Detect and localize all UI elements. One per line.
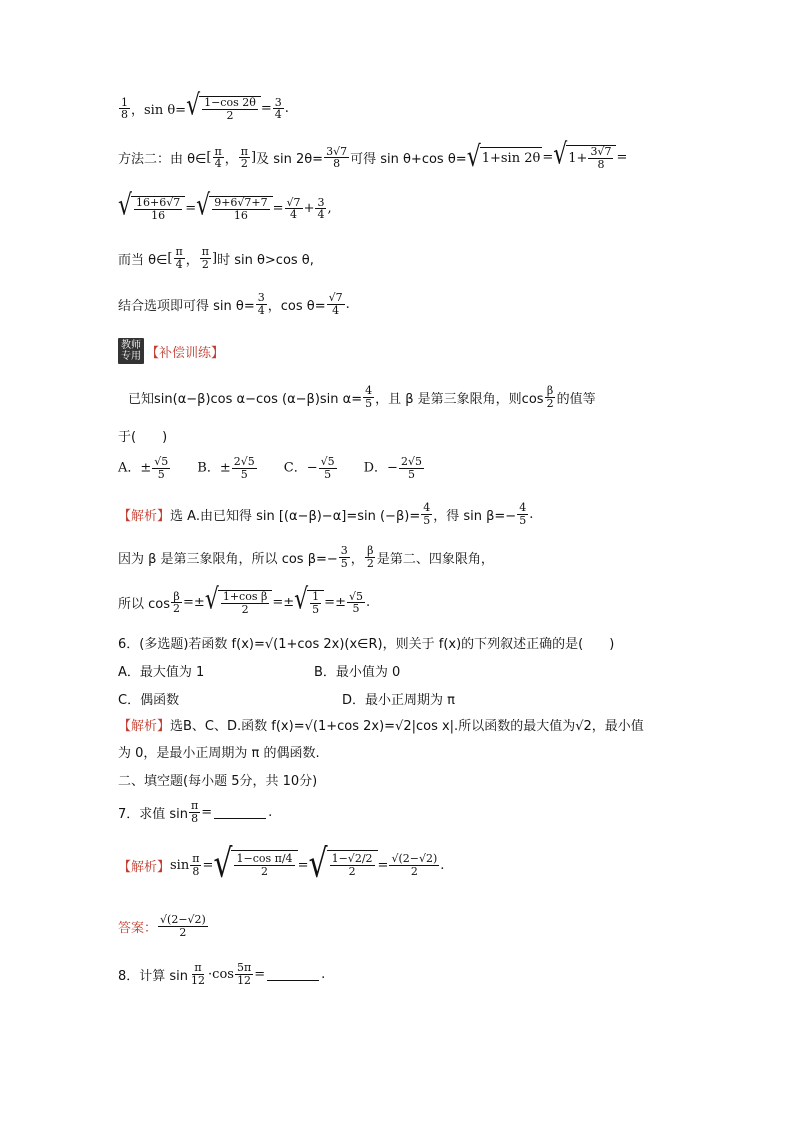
- question-6: 6．(多选题)若函数 f(x)=√(1+cos 2x)(x∈R)，则关于 f(x)的下列叙述正确的是( ): [118, 637, 615, 652]
- answer-blank: [214, 806, 266, 819]
- solution-line-5: 结合选项即可得 sin θ= $\frac{3}{4}$ ，cos θ= $\frac{√7}{4}$ .: [118, 291, 350, 317]
- question-6-analysis-line-1: 【解析】 选B、C、D.函数 f(x)=√(1+cos 2x)=√2|cos x|.所以函数的最大值为√2，最小值: [118, 719, 644, 734]
- question-8: 8．计算 sin $\frac{\pi}{12}$ ·cos $\frac{5\pi}{12}$ = .: [118, 961, 326, 987]
- question-6-options-row-2: [118, 689, 455, 708]
- q6-option-d: D．最小正周期为 π: [342, 693, 455, 708]
- section-heading-fill-blank: 二、填空题(每小题 5分，共 10分): [118, 774, 318, 789]
- q6-option-a: A．最大值为 1: [118, 665, 205, 680]
- q6-option-b: B．最小值为 0: [314, 665, 401, 680]
- option-b: B．± $\frac{2√5}{5}$: [197, 455, 255, 481]
- solution-line-1: $\frac{1}{8}$ ，sin θ= √ $\frac{1-\cos 2\theta}{2}$ = $\frac{3}{4}$ .: [121, 89, 289, 123]
- question-6-options-row-1: [118, 661, 401, 680]
- options-row: [118, 456, 425, 480]
- option-c: C．− $\frac{√5}{5}$: [283, 455, 335, 481]
- teacher-badge-row: [118, 338, 224, 364]
- solution-line-3: √ $\frac{16+6√7}{16}$ = √ $\frac{9+6√7+7}{16}$ = $\frac{√7}{4}$ + $\frac{3}{4}$ ,: [118, 189, 332, 223]
- question-7-analysis: 【解析】 sin $\frac{\pi}{8}$ = √ $\frac{\text{1−cos π/4}}{2}$ = √ $\frac{1-√2/2}{2}$ = $\frac{√(2-√2)}{2}$ .: [118, 841, 445, 888]
- sqrt-expression: √ $\frac{1-\cos 2\theta}{2}$: [186, 96, 261, 121]
- solution-line-4: 而当 θ∈ [ $\frac{\pi}{4}$ ， $\frac{\pi}{2}$ ] 时 sin θ>cos θ,: [118, 245, 314, 271]
- question-7: 7．求值 sin $\frac{\pi}{8}$ = .: [118, 799, 273, 825]
- section-title: 【补偿训练】: [146, 345, 225, 361]
- option-d: D．− $\frac{2√5}{5}$: [363, 455, 422, 481]
- answer-blank: [267, 968, 319, 981]
- problem-stem-line-2: 于( ): [118, 430, 168, 445]
- question-6-analysis-line-2: 为 0，是最小正周期为 π 的偶函数.: [118, 746, 320, 761]
- problem-stem-line-1: 已知sin(α−β)cos α−cos (α−β)sin α= $\frac{4}{5}$ ，且 β 是第三象限角，则cos $\frac{\beta}{2}$ 的值等: [128, 384, 596, 410]
- analysis-line-1: 【解析】 选 A.由已知得 sin [(α−β)−α]=sin (−β)= $\frac{4}{5}$ ，得 sin β=− $\frac{4}{5}$ .: [118, 501, 534, 527]
- option-a: A．± $\frac{√5}{5}$: [118, 455, 169, 481]
- question-7-answer: 答案： $\frac{√(2-√2)}{2}$: [118, 913, 206, 939]
- analysis-line-3: 所以 cos $\frac{\beta}{2}$ =± √ $\frac{\text{1+cos β}}{2}$ =± √ $\frac{1}{5}$ =± $\frac{√5}{5}$ .: [118, 583, 371, 617]
- teacher-badge: 教师 专用: [118, 338, 144, 364]
- q6-option-c: C．偶函数: [118, 693, 180, 708]
- analysis-line-2: 因为 β 是第三象限角，所以 cos β=− $\frac{3}{5}$ ， $\frac{\beta}{2}$ 是第二、四象限角，: [118, 544, 494, 570]
- method-two-line: 方法二：由 θ∈ [ $\frac{\pi}{4}$ ， $\frac{\pi}{2}$ ] 及 sin 2θ= $\frac{3√7}{8}$ 可得 sin θ+cos θ= √ 1+sin 2θ = √ 1+ $\frac{3√7}{8}$ =: [118, 138, 628, 174]
